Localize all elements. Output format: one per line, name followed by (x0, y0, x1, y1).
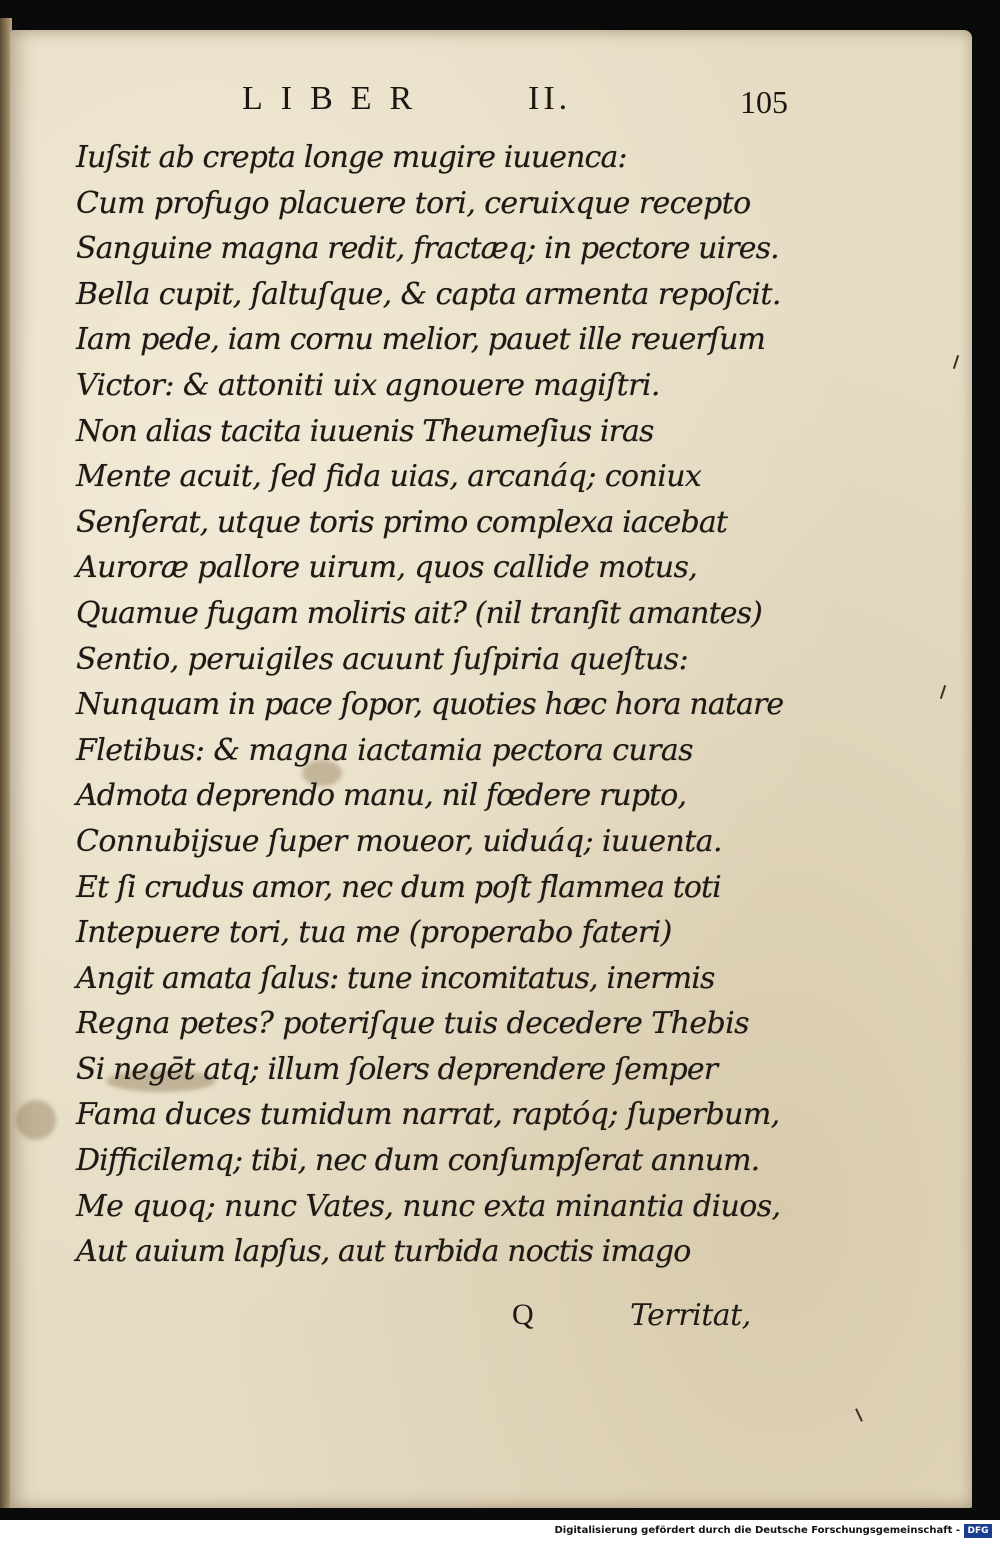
paper-mark (855, 1408, 863, 1422)
verse-line: Angit amata ſalus: tune incomitatus, inermis (76, 960, 715, 996)
verse-line: Sentio, peruigiles acuunt ſuſpiria queſtus: (76, 641, 689, 677)
verse-line: Fletibus: & magna iactamia pectora curas (76, 732, 693, 768)
verse-line: Et ſi crudus amor, nec dum poſt flammea toti (76, 869, 721, 905)
ink-smudge (16, 1100, 56, 1140)
verse-block (76, 135, 784, 1275)
verse-line: Sanguine magna redit, fractæq; in pectore uires. (76, 231, 779, 267)
verse-line: Admota deprendo manu, nil fœdere rupto, (76, 778, 687, 814)
verse-line: Iam pede, iam cornu melior, pauet ille reuerſum (76, 322, 766, 358)
paper-mark (940, 685, 946, 699)
verse-line: Me quoq; nunc Vates, nunc exta minantia diuos, (76, 1188, 781, 1224)
page-header (0, 80, 1000, 130)
verse-line: Connubijsue ſuper moueor, uiduáq; iuuenta. (76, 823, 722, 859)
dfg-logo: DFG (964, 1524, 992, 1538)
verse-line: Bella cupit, ſaltuſque, & capta armenta repoſcit. (76, 276, 781, 312)
signature-mark: Q (512, 1298, 534, 1331)
digitization-credit-bar (0, 1520, 1000, 1544)
verse-line: Non alias tacita iuuenis Theumeſius iras (76, 413, 654, 449)
verse-line: Regna petes? poteriſque tuis decedere Thebis (76, 1006, 749, 1042)
page-footer (0, 1298, 1000, 1348)
book-number: II. (528, 80, 572, 117)
running-head: LIBER (242, 80, 431, 117)
verse-line: Si negēt atq; illum ſolers deprendere ſemper (76, 1051, 718, 1087)
verse-line: Auroræ pallore uirum, quos callide motus, (76, 550, 698, 586)
page-number: 105 (740, 84, 788, 120)
verse-line: Senſerat, utque toris primo complexa iacebat (76, 504, 727, 540)
verse-line: Mente acuit, ſed fida uias, arcanáq; coniux (76, 459, 702, 495)
verse-line: Cum profugo placuere tori, ceruixque recepto (76, 185, 751, 221)
verse-line: Victor: & attoniti uix agnouere magiſtri. (76, 367, 660, 403)
verse-line: Fama duces tumidum narrat, raptóq; ſuperbum, (76, 1097, 780, 1133)
verse-line: Intepuere tori, tua me (properabo fateri) (76, 915, 672, 951)
verse-line: Quamue fugam moliris ait? (nil tranſit amantes) (76, 595, 762, 631)
verse-line: Difficilemq; tibi, nec dum conſumpſerat annum. (76, 1143, 760, 1179)
catchword: Territat, (630, 1298, 751, 1333)
credit-text: Digitalisierung gefördert durch die Deutsche Forschungsgemeinschaft - (554, 1525, 960, 1536)
verse-line: Iuſsit ab crepta longe mugire iuuenca: (76, 140, 627, 175)
paper-mark (953, 355, 959, 369)
verse-line: Aut auium lapſus, aut turbida noctis imago (76, 1234, 691, 1270)
verse-line: Nunquam in pace ſopor, quoties hæc hora natare (76, 687, 784, 723)
